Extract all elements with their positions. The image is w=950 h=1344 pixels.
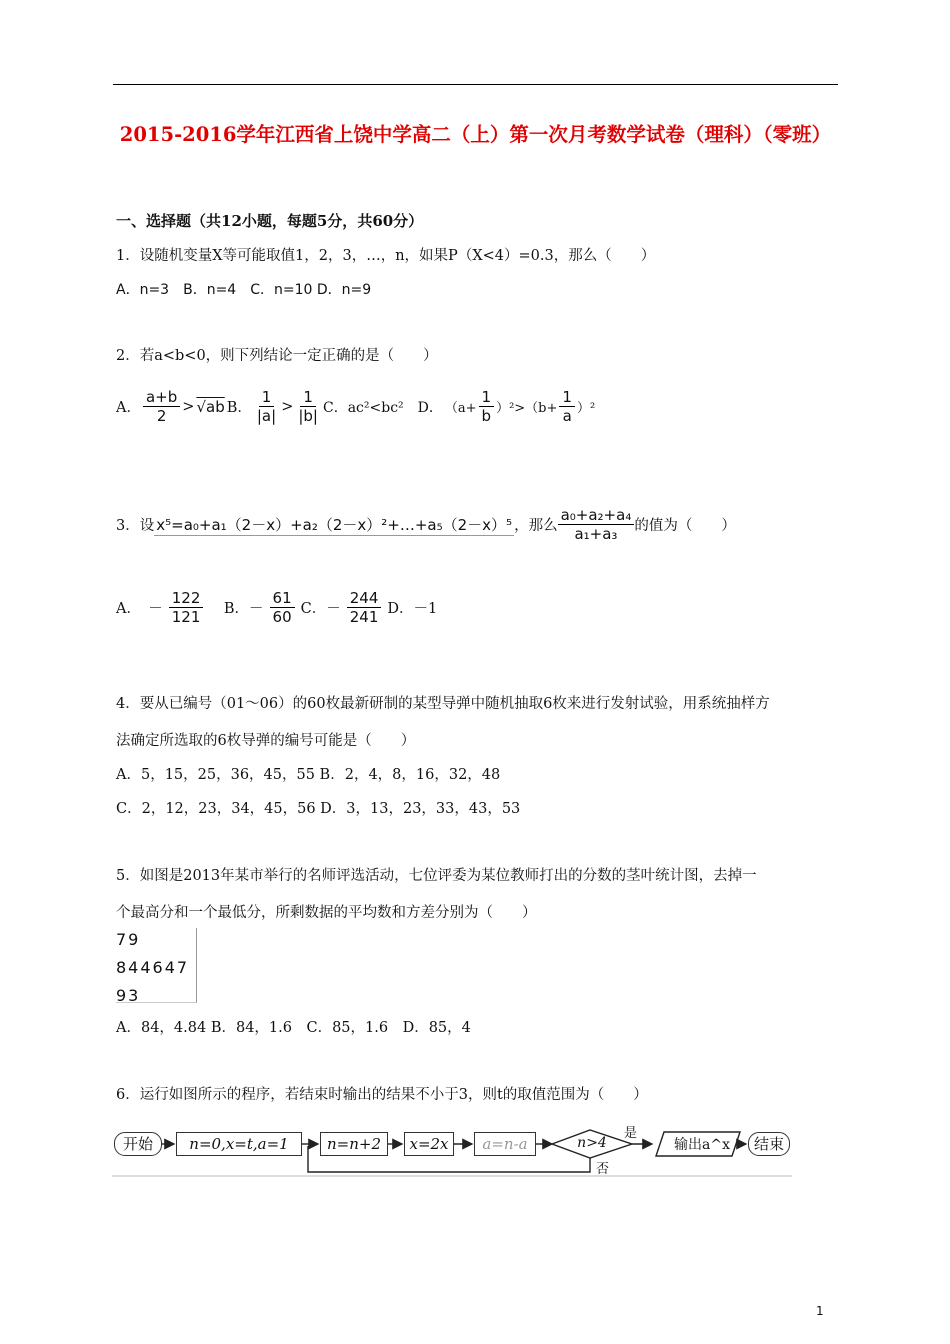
flow-start: 开始 <box>114 1132 162 1156</box>
q2-d-den2: a <box>562 407 572 425</box>
stem-row-1: 79 <box>116 930 141 949</box>
q3-c-fraction <box>347 589 382 626</box>
gt-sign: > <box>281 398 294 415</box>
q2-b-num2: 1 <box>300 388 316 407</box>
flow-end: 结束 <box>748 1132 790 1156</box>
q2-b-fraction1 <box>254 388 279 425</box>
flow-output: 输出a^x <box>674 1137 730 1153</box>
q3-a-num: 122 <box>169 589 204 608</box>
stem-leaf-plot <box>116 928 197 1003</box>
q2-b-den1: |a| <box>256 407 277 425</box>
q2-d-left-pre: （a+ <box>444 401 477 416</box>
flow-yes-label: 是 <box>624 1126 638 1141</box>
q3-b-num: 61 <box>270 589 295 608</box>
q3-stem <box>116 506 736 543</box>
flowchart <box>112 1124 792 1178</box>
q1-options: A．n=3 B．n=4 C．n=10 D．n=9 <box>116 282 372 298</box>
q2-b-num1: 1 <box>259 388 275 407</box>
q3-mid: ，那么 <box>514 518 558 534</box>
q3-a-den: 121 <box>171 608 201 626</box>
gt-sign: > <box>182 398 195 415</box>
q2-a-rhs: √ab <box>196 397 225 416</box>
q3-b-fraction <box>270 589 295 626</box>
q2-a-den: 2 <box>156 407 167 425</box>
q2-option-a-label: A． <box>116 400 141 416</box>
q2-d-num2: 1 <box>559 388 575 407</box>
q2-d-right-post: ）² <box>576 401 596 416</box>
q3-option-c-label: C．－ <box>300 601 341 617</box>
q2-d-num1: 1 <box>479 388 495 407</box>
q2-a-num: a+b <box>143 388 180 407</box>
q5-options: A．84，4.84 B．84，1.6 C．85，1.6 D．85，4 <box>116 1020 471 1036</box>
flow-step-n: n=n+2 <box>320 1132 388 1156</box>
q3-a-fraction <box>169 589 204 626</box>
q2-d-den1: b <box>481 407 492 425</box>
flow-step-a: a=n-a <box>474 1132 536 1156</box>
q2-d-left-post: ）²>（b+ <box>496 401 558 416</box>
q2-stem: 2．若a<b<0，则下列结论一定正确的是（ ） <box>116 348 438 364</box>
q3-expression: x⁵=a₀+a₁（2－x）+a₂（2－x）²+…+a₅（2－x）⁵ <box>156 515 513 534</box>
flow-condition: n>4 <box>577 1135 607 1151</box>
flow-step-x: x=2x <box>404 1132 454 1156</box>
header-rule <box>113 84 838 85</box>
q3-options <box>116 589 437 626</box>
stem-row-2: 844647 <box>116 958 190 977</box>
stem-row-3: 93 <box>116 986 141 1005</box>
q2-b-den2: |b| <box>298 407 318 425</box>
q2-option-b-label: B． <box>226 400 252 416</box>
q3-suffix: 的值为（ ） <box>634 518 736 534</box>
q5-line1: 5．如图是2013年某市举行的名师评选活动，七位评委为某位教师打出的分数的茎叶统计图，去掉一 <box>116 868 757 884</box>
exam-title: 2015-2016学年江西省上饶中学高二（上）第一次月考数学试卷（理科）（零班） <box>119 123 832 146</box>
page-number: 1 <box>816 1304 824 1318</box>
q5-line2: 个最高分和一个最低分，所剩数据的平均数和方差分别为（ ） <box>116 905 537 921</box>
q4-line2: 法确定所选取的6枚导弹的编号可能是（ ） <box>116 733 416 749</box>
q2-b-fraction2 <box>295 388 321 425</box>
q4-options-1: A．5，15，25，36，45，55 B．2，4，8，16，32，48 <box>116 767 501 783</box>
q3-c-den: 241 <box>349 608 379 626</box>
q2-d-fraction2 <box>559 388 575 425</box>
flow-no-label: 否 <box>596 1162 610 1177</box>
q2-options <box>116 388 595 425</box>
q3-option-d: D．－1 <box>387 601 438 617</box>
q2-a-fraction <box>143 388 180 425</box>
section-heading: 一、选择题（共12小题，每题5分，共60分） <box>116 212 424 230</box>
q3-c-num: 244 <box>347 589 382 608</box>
q1-stem: 1．设随机变量X等可能取值1，2，3，…，n，如果P（X<4）=0.3，那么（ ） <box>116 248 656 264</box>
q3-prefix: 3．设 <box>116 518 155 534</box>
q4-options-2: C．2，12，23，34，45，56 D．3，13，23，33，43，53 <box>116 801 521 817</box>
q2-d-fraction1 <box>479 388 495 425</box>
q3-option-b-label: B．－ <box>209 601 264 617</box>
q3-fraction <box>558 506 635 543</box>
q2-option-c: C．ac²<bc² D． <box>322 399 443 416</box>
q3-option-a-label: A． － <box>116 601 163 617</box>
flow-init: n=0,x=t,a=1 <box>176 1132 302 1156</box>
q4-line1: 4．要从已编号（01～06）的60枚最新研制的某型导弹中随机抽取6枚来进行发射试验，用系统抽样方 <box>116 696 770 712</box>
q3-b-den: 60 <box>272 608 292 626</box>
q3-frac-den: a₁+a₃ <box>574 525 618 543</box>
q3-frac-num: a₀+a₂+a₄ <box>558 506 635 525</box>
q6-stem: 6．运行如图所示的程序，若结束时输出的结果不小于3，则t的取值范围为（ ） <box>116 1087 648 1103</box>
